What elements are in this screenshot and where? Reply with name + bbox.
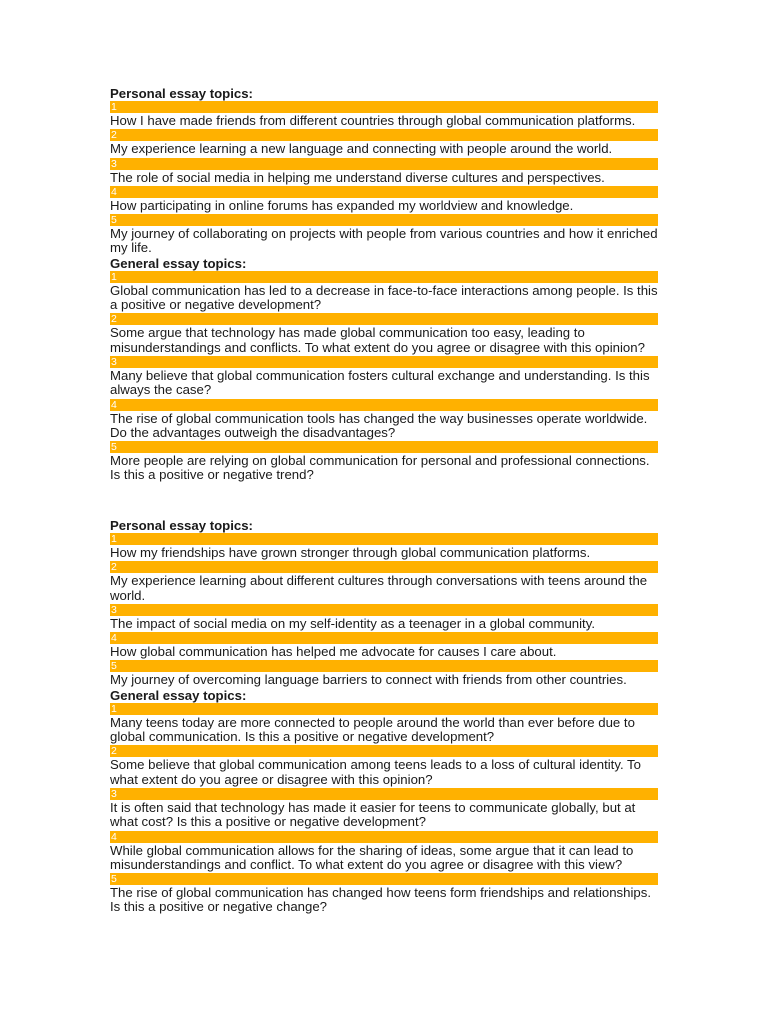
topic-block: [110, 86, 658, 483]
topic-section: [110, 256, 658, 483]
topic-number-bar: 4: [110, 632, 658, 644]
topic-text: My journey of collaborating on projects with people from various countries and how it enriched my life.: [110, 226, 658, 256]
topic-text: The rise of global communication tools has changed the way businesses operate worldwide. Do the advantages outweigh the disadvantages?: [110, 410, 648, 440]
topic-text: Global communication has led to a decrease in face-to-face interactions among people. Is this a positive or negative development?: [110, 282, 658, 313]
topic-text: More people are relying on global communication for personal and professional connections. Is this a positive or negative trend?: [110, 453, 650, 483]
topic-number-bar: 3: [110, 356, 658, 368]
topic-text: While global communication allows for the sharing of ideas, some argue that it can lead to misunderstandings and conflict. To what extent do you agree or disagree with this view?: [110, 842, 634, 872]
topic-text: How my friendships have grown stronger through global communication platforms.: [110, 545, 591, 560]
topic-text: My experience learning a new language and connecting with people around the world.: [110, 141, 613, 157]
topic-number-bar: 5: [110, 660, 658, 672]
topic-number-bar: 5: [110, 873, 658, 885]
topic-number-bar: 2: [110, 129, 658, 141]
section-heading: Personal essay topics:: [110, 86, 253, 101]
topic-number-bar: 1: [110, 101, 658, 113]
topic-text: My journey of overcoming language barriers to connect with friends from other countries.: [110, 672, 627, 688]
topic-block: [110, 518, 658, 915]
topic-text: My experience learning about different cultures through conversations with teens around the world.: [110, 573, 648, 603]
topic-number-bar: 3: [110, 158, 658, 170]
topic-section: [110, 688, 658, 915]
topic-text: Some argue that technology has made global communication too easy, leading to misunderstandings and conflicts. To what extent do you agree or disagree with this opinion?: [110, 325, 645, 355]
topic-number-bar: 1: [110, 533, 658, 545]
section-heading: General essay topics:: [110, 687, 247, 703]
topic-text: It is often said that technology has made it easier for teens to communicate globally, but at what cost? Is this a positive or negative development?: [110, 799, 636, 830]
topic-section: [110, 86, 658, 256]
topic-number-bar: 1: [110, 703, 658, 715]
topic-text: Some believe that global communication among teens leads to a loss of cultural identity. To what extent do you agree or disagree with this opinion?: [110, 757, 641, 787]
section-heading: Personal essay topics:: [110, 518, 253, 533]
topic-number-bar: 4: [110, 831, 658, 843]
topic-text: How I have made friends from different countries through global communication platforms.: [110, 113, 636, 128]
topic-section: [110, 518, 658, 688]
topic-text: How participating in online forums has expanded my worldview and knowledge.: [110, 197, 574, 213]
topic-text: Many believe that global communication fosters cultural exchange and understanding. Is this always the case?: [110, 367, 650, 398]
section-heading: General essay topics:: [110, 255, 247, 271]
topic-number-bar: 3: [110, 604, 658, 616]
topic-text: The rise of global communication has changed how teens form friendships and relationships. Is this a positive or negative change?: [110, 885, 651, 915]
topic-text: The impact of social media on my self-identity as a teenager in a global community.: [110, 615, 595, 631]
topic-number-bar: 2: [110, 745, 658, 757]
topic-text: The role of social media in helping me understand diverse cultures and perspectives.: [110, 169, 605, 185]
topic-number-bar: 2: [110, 313, 658, 325]
topic-number-bar: 2: [110, 561, 658, 573]
topic-number-bar: 3: [110, 788, 658, 800]
topic-number-bar: 4: [110, 186, 658, 198]
topic-number-bar: 1: [110, 271, 658, 283]
topic-text: Many teens today are more connected to people around the world than ever before due to global communication. Is this a positive or negative development?: [110, 714, 635, 745]
topic-number-bar: 4: [110, 399, 658, 411]
topic-number-bar: 5: [110, 441, 658, 453]
topic-number-bar: 5: [110, 214, 658, 226]
topic-text: How global communication has helped me advocate for causes I care about.: [110, 644, 557, 660]
